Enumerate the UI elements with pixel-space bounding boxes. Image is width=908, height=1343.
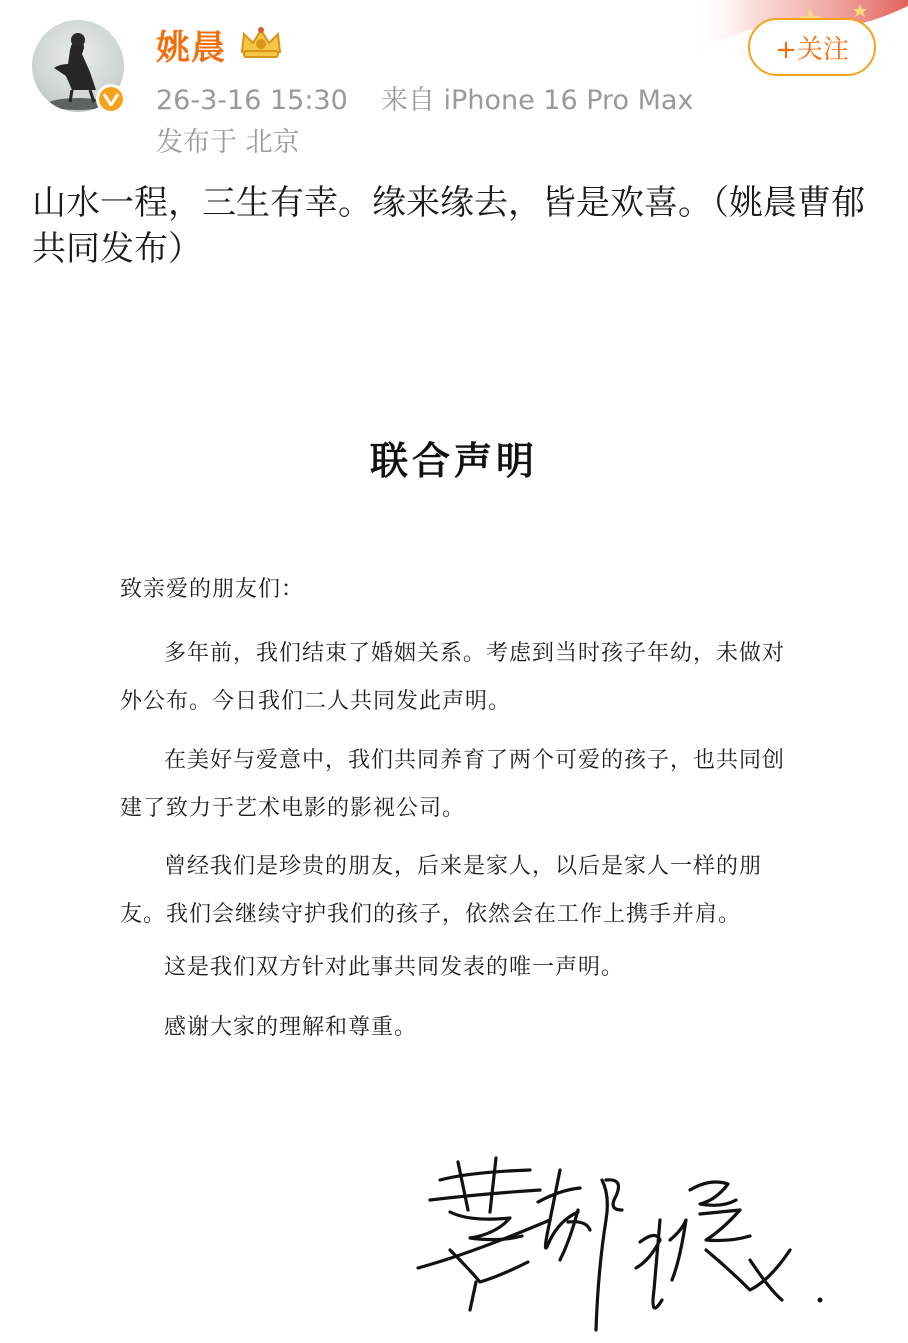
statement-paragraph: 这是我们双方针对此事共同发表的唯一声明。	[164, 955, 625, 980]
post-timestamp: 26-3-16 15:30	[156, 85, 348, 116]
post-timestamp-source	[156, 78, 693, 117]
handwritten-signature	[410, 1150, 840, 1340]
statement-paragraph: 感谢大家的理解和尊重。	[164, 1015, 418, 1040]
statement-paragraph: 曾经我们是珍贵的朋友，后来是家人，以后是家人一样的朋友。我们会继续守护我们的孩子，依然会在工作上携手并肩。	[120, 854, 763, 927]
verified-v-icon	[96, 84, 126, 114]
statement-paragraph: 在美好与爱意中，我们共同养育了两个可爱的孩子，也共同创建了致力于艺术电影的影视公司。	[120, 748, 786, 821]
post-text: 山水一程，三生有幸。缘来缘去，皆是欢喜。（姚晨曹郁共同发布）	[32, 183, 865, 269]
post-source[interactable]: 来自 iPhone 16 Pro Max	[380, 85, 694, 116]
post-location: 发布于 北京	[156, 127, 300, 158]
crown-vip-icon[interactable]	[238, 26, 284, 60]
statement-paragraph: 多年前，我们结束了婚姻关系。考虑到当时孩子年幼，未做对外公布。今日我们二人共同发此声明。	[120, 641, 786, 714]
statement-greeting: 致亲爱的朋友们：	[120, 577, 305, 602]
username[interactable]: 姚晨	[156, 28, 226, 68]
statement-title: 联合声明	[369, 438, 538, 483]
statement-image[interactable]	[0, 290, 908, 1343]
follow-button[interactable]: +关注	[748, 18, 876, 76]
post-header	[0, 0, 908, 160]
